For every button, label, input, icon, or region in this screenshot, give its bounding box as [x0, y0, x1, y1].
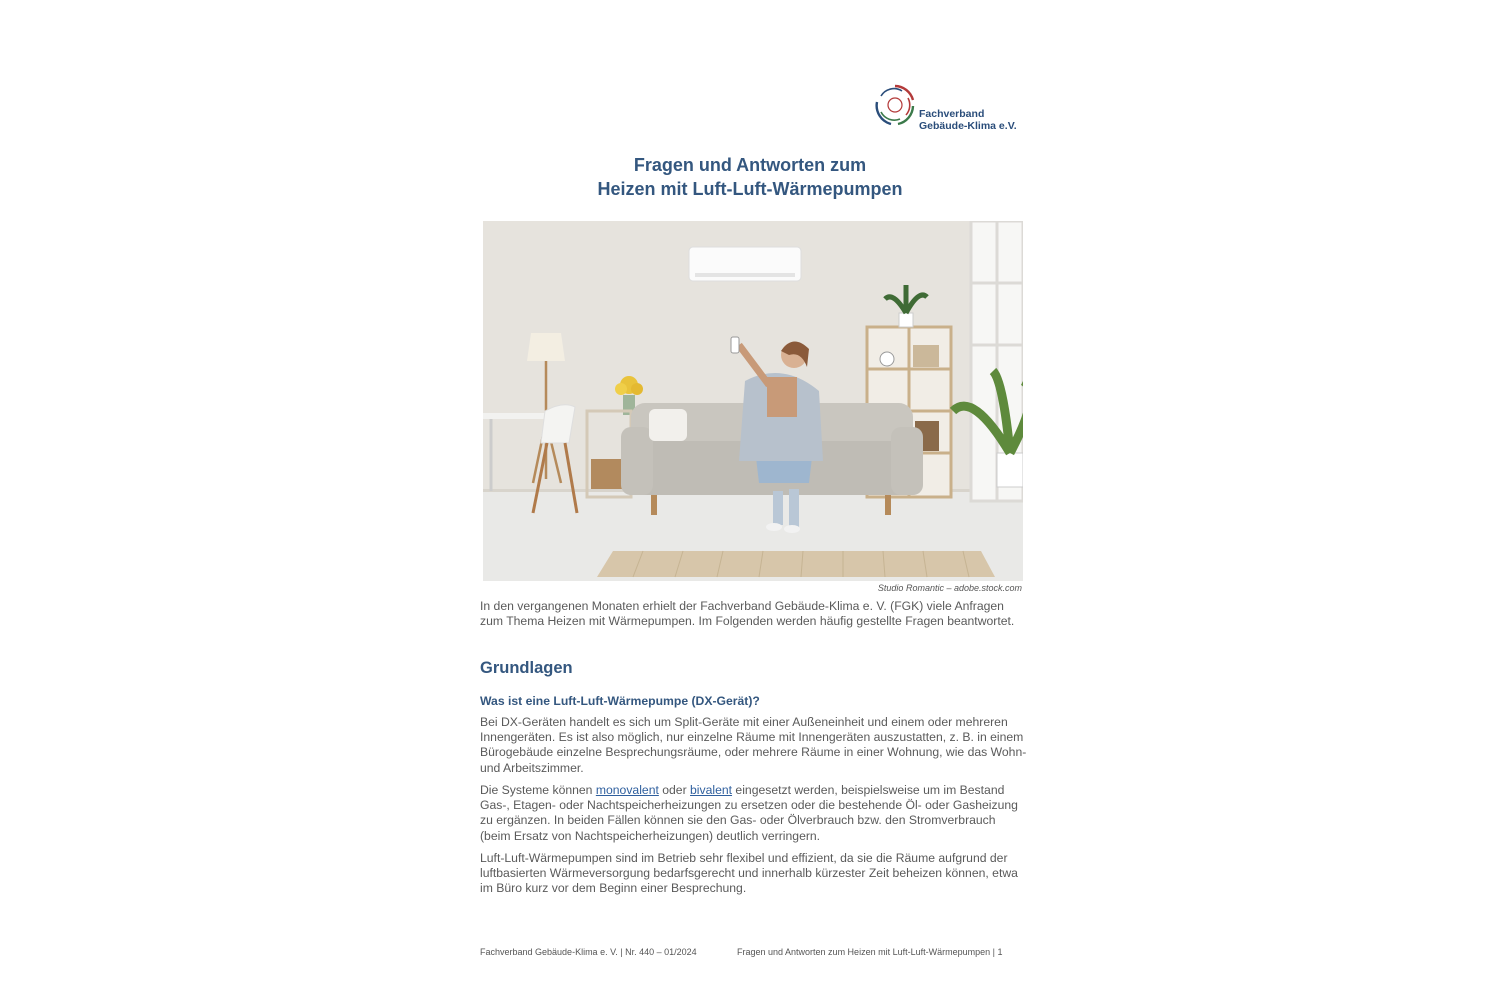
living-room-illustration: [483, 221, 1023, 581]
living-room-photo: [483, 221, 1023, 581]
photo-credit: Studio Romantic – adobe.stock.com: [877, 583, 1022, 593]
para2-end: eingesetzt werden, beispielsweise um im Bestand Gas-, Etagen- oder Nachtspeicherheizungen zu ersetzen oder die bestehende Öl- oder Gasheizung zu ergänzen. In beiden Fällen können sie den Gas- oder Ölverbrauch bzw. den Stromverbrauch (beim Ersatz von Nachtspeicherheizungen) deutlich verringern.: [480, 783, 1018, 843]
link-monovalent[interactable]: monovalent: [595, 783, 659, 797]
footer-right: Fragen und Antworten zum Heizen mit Luft-Luft-Wärmepumpen | 1: [737, 947, 1003, 957]
title-line-1: Fragen und Antworten zum: [633, 155, 867, 175]
fgk-logo: [872, 82, 1032, 136]
air-conditioner-unit: [689, 247, 801, 281]
para2-start: Die Systeme können: [480, 783, 596, 797]
paragraph-systems: [480, 783, 1028, 844]
title-line-2: Heizen mit Luft-Luft-Wärmepumpen: [597, 179, 903, 199]
logo-wordmark: [919, 108, 1017, 132]
para2-mid: oder: [658, 783, 691, 797]
paragraph-dx-devices: Bei DX-Geräten handelt es sich um Split-Geräte mit einer Außeneinheit und einem oder mehreren Innengeräten. Es ist also möglich, nur einzelne Räume mit Innengeräten auszustatten, z. B. in einem Bürogebäude einzelne Besprechungsräume, oder mehrere Räume in einer Wohnung, wie das Wohn- und Arbeitszimmer.: [480, 715, 1027, 775]
section-heading: Grundlagen: [480, 659, 573, 677]
link-bivalent[interactable]: bivalent: [690, 783, 733, 797]
question-heading: Was ist eine Luft-Luft-Wärmepumpe (DX-Gerät)?: [480, 694, 760, 708]
logo-line-2: Gebäude-Klima e.V.: [919, 120, 1017, 132]
fgk-logo-icon: [872, 82, 918, 128]
intro-paragraph: In den vergangenen Monaten erhielt der Fachverband Gebäude-Klima e. V. (FGK) viele Anfragen zum Thema Heizen mit Wärmepumpen. Im Folgenden werden häufig gestellte Fragen beantwortet.: [480, 599, 1015, 629]
document-title: [480, 153, 1020, 201]
footer-left: Fachverband Gebäude-Klima e. V. | Nr. 440 – 01/2024: [480, 947, 697, 957]
logo-line-1: Fachverband: [919, 108, 985, 120]
paragraph-efficiency: Luft-Luft-Wärmepumpen sind im Betrieb sehr flexibel und effizient, da sie die Räume aufgrund der luftbasierten Wärmeversorgung bedarfsgerecht und innerhalb kürzester Zeit beheizen können, etwa im Büro kurz vor dem Beginn einer Besprechung.: [480, 851, 1018, 896]
